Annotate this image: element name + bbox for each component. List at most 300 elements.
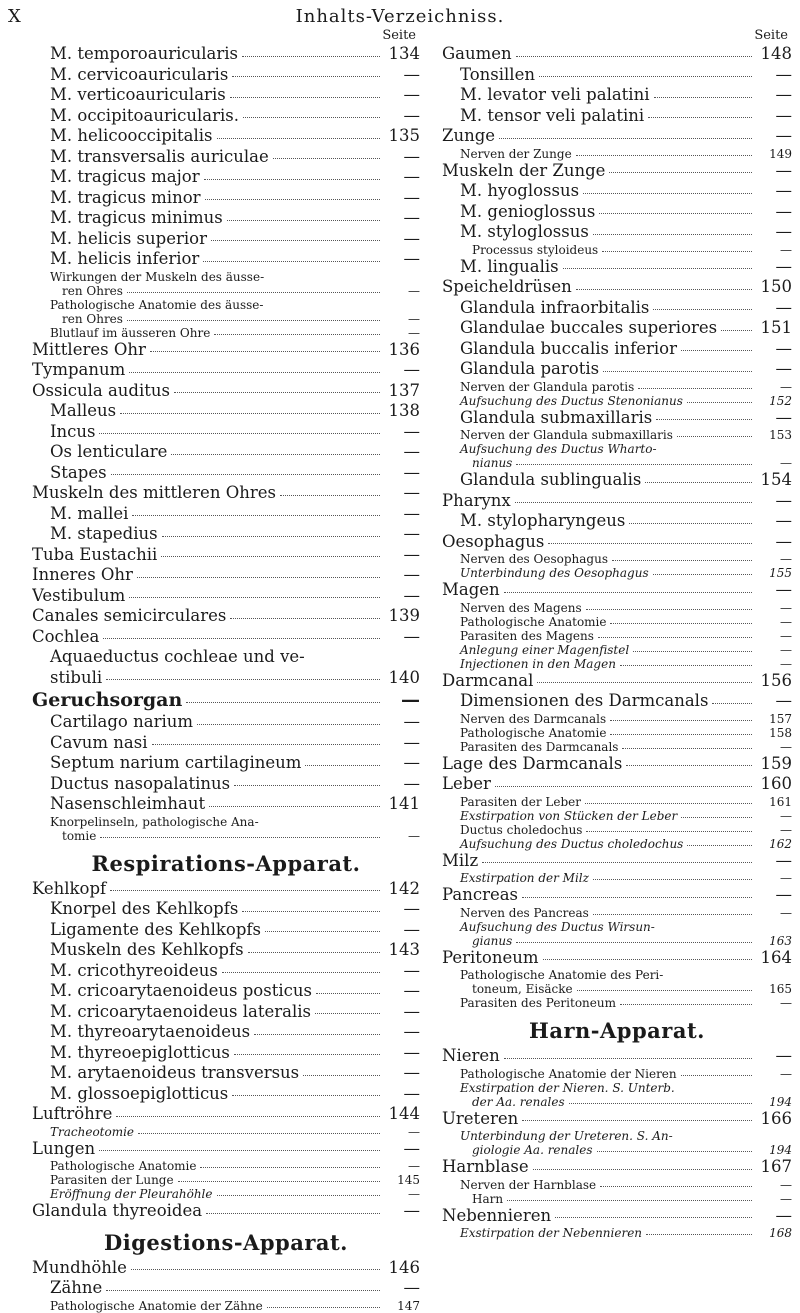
- dot-leader: [610, 726, 752, 735]
- index-entry: [442, 871, 792, 885]
- entry-label: Geruchsorgan: [32, 689, 183, 711]
- entry-page-number: —: [403, 773, 420, 793]
- entry-page-number: —: [775, 531, 792, 551]
- index-entry: [442, 823, 792, 837]
- dot-leader: [622, 740, 752, 749]
- dot-leader: [677, 428, 752, 437]
- index-entry: [442, 222, 792, 243]
- entry-page-number: —: [403, 1201, 420, 1220]
- dot-leader: [161, 545, 380, 558]
- index-entry: [32, 284, 420, 298]
- dot-leader: [712, 691, 752, 704]
- index-entry: [442, 161, 792, 182]
- index-entry: [442, 106, 792, 127]
- dot-leader: [116, 1104, 380, 1117]
- entry-page-number: —: [780, 996, 792, 1010]
- index-entry: [32, 565, 420, 586]
- dot-leader: [162, 524, 380, 537]
- entry-page-number: —: [403, 228, 420, 248]
- dot-leader: [597, 1143, 752, 1152]
- entry-page-number: —: [775, 85, 792, 104]
- entry-page-number: —: [403, 1138, 420, 1158]
- dot-leader: [234, 774, 380, 787]
- entry-label: Aufsuchung des Ductus Wirsun-: [460, 919, 655, 934]
- entry-page-number: 154: [760, 470, 792, 489]
- entry-page-number: —: [780, 456, 792, 470]
- entry-label: Nerven der Harnblase: [460, 1177, 597, 1192]
- index-entry: [442, 1109, 792, 1130]
- running-head: [0, 6, 800, 28]
- entry-page-number: 138: [388, 401, 420, 420]
- section-heading: Respirations-Apparat.: [91, 850, 361, 876]
- index-entry: [442, 712, 792, 726]
- entry-page-number: 152: [769, 393, 792, 408]
- entry-label: Malleus: [50, 401, 117, 420]
- index-entry: [442, 408, 792, 429]
- index-entry: [32, 668, 420, 689]
- index-entry: [442, 643, 792, 657]
- entry-label: giologie Aa. renales: [472, 1143, 593, 1157]
- dot-leader: [206, 1201, 380, 1214]
- entry-page-number: —: [775, 126, 792, 145]
- index-entry: [32, 483, 420, 504]
- entry-label: Parasiten der Lunge: [50, 1173, 174, 1187]
- entry-page-number: —: [775, 1205, 792, 1225]
- dot-leader: [681, 339, 752, 352]
- entry-label: Parasiten des Peritoneum: [460, 996, 616, 1010]
- index-entry: [442, 885, 792, 906]
- entry-label: M. helicis inferior: [50, 249, 200, 268]
- index-entry: [442, 491, 792, 512]
- dot-leader: [681, 809, 752, 818]
- index-entry: [442, 580, 792, 601]
- dot-leader: [230, 85, 380, 98]
- dot-leader: [111, 463, 380, 476]
- entry-label: M. helicis superior: [50, 228, 207, 248]
- entry-label: M. arytaenoideus transversus: [50, 1063, 300, 1082]
- dot-leader: [315, 1002, 380, 1015]
- entry-page-number: 139: [388, 606, 420, 625]
- entry-page-number: —: [403, 919, 420, 939]
- entry-label: M. verticoauricularis: [50, 85, 226, 104]
- entry-page-number: 150: [760, 277, 792, 296]
- entry-page-number: —: [775, 181, 792, 200]
- index-entry: [442, 65, 792, 86]
- index-entry: [32, 422, 420, 443]
- dot-leader: [214, 326, 380, 335]
- index-entry: [32, 401, 420, 422]
- index-entry: [32, 147, 420, 168]
- index-entry: [32, 1278, 420, 1299]
- entry-label: Knorpel des Kehlkopfs: [50, 899, 239, 918]
- index-entry: [32, 712, 420, 733]
- entry-page-number: —: [780, 242, 792, 257]
- entry-label: Peritoneum: [442, 947, 539, 967]
- index-entry: [442, 906, 792, 920]
- dot-leader: [242, 899, 380, 912]
- index-entry: [32, 188, 420, 209]
- dot-leader: [200, 1159, 380, 1168]
- index-entry: [442, 257, 792, 278]
- index-entry: [442, 795, 792, 809]
- entry-label: Exstirpation der Nieren. S. Unterb.: [460, 1080, 675, 1095]
- entry-page-number: —: [775, 338, 792, 358]
- entry-page-number: 194: [769, 1143, 792, 1157]
- index-entry: [442, 740, 792, 754]
- dot-leader: [205, 188, 380, 201]
- dot-leader: [681, 1067, 752, 1076]
- entry-page-number: —: [775, 64, 792, 84]
- index-entry: [32, 879, 420, 900]
- index-entry: [32, 606, 420, 627]
- entry-page-number: —: [403, 565, 420, 584]
- index-entry: [32, 774, 420, 795]
- index-entry: [442, 243, 792, 257]
- index-entry: [32, 815, 420, 829]
- entry-label: Canales semicirculares: [32, 606, 227, 625]
- entry-label: Septum narium cartilagineum: [50, 753, 302, 772]
- entry-label: Parasiten der Leber: [460, 794, 581, 809]
- index-entry: [32, 1299, 420, 1313]
- index-entry: [32, 44, 420, 65]
- entry-page-number: 142: [388, 878, 420, 898]
- entry-label: Muskeln des mittleren Ohres: [32, 483, 276, 502]
- index-entry: [442, 968, 792, 982]
- entry-label: Vestibulum: [32, 585, 126, 605]
- entry-page-number: —: [403, 1063, 420, 1082]
- entry-label: Glandulae buccales superiores: [460, 318, 718, 337]
- dot-leader: [638, 380, 752, 389]
- entry-label: Tracheotomie: [50, 1124, 135, 1139]
- index-entry: [442, 126, 792, 147]
- dot-leader: [132, 504, 380, 517]
- index-entry: [442, 552, 792, 566]
- dot-leader: [248, 940, 380, 953]
- entry-page-number: —: [403, 442, 420, 461]
- entry-label: Ductus choledochus: [460, 822, 583, 837]
- entry-page-number: —: [775, 850, 792, 870]
- entry-label: Pathologische Anatomie des äusse-: [50, 297, 264, 312]
- dot-leader: [721, 318, 752, 331]
- entry-label: Zunge: [442, 126, 496, 145]
- index-entry: [442, 948, 792, 969]
- entry-label: Injectionen in den Magen: [460, 656, 616, 671]
- entry-page-number: —: [403, 85, 420, 104]
- dot-leader: [576, 277, 752, 290]
- dot-leader: [598, 629, 752, 638]
- index-entry: [32, 340, 420, 361]
- index-entry: [32, 381, 420, 402]
- entry-page-number: —: [775, 490, 792, 510]
- entry-page-number: —: [775, 691, 792, 710]
- seite-header: Seite: [754, 28, 788, 43]
- dot-leader: [129, 360, 380, 373]
- entry-page-number: —: [780, 656, 792, 671]
- dot-leader: [612, 552, 752, 561]
- dot-leader: [127, 312, 380, 321]
- entry-label: Aufsuchung des Ductus Stenonianus: [460, 393, 683, 408]
- entry-label: M. cricoarytaenoideus posticus: [50, 981, 312, 1000]
- entry-page-number: —: [775, 407, 792, 427]
- entry-label: Parasiten des Magens: [460, 628, 594, 643]
- entry-label: Magen: [442, 580, 500, 599]
- dot-leader: [539, 65, 752, 78]
- index-entry: [32, 733, 420, 754]
- entry-label: Inneres Ohr: [32, 565, 133, 584]
- seite-header: Seite: [382, 28, 416, 43]
- dot-leader: [265, 920, 380, 933]
- dot-leader: [522, 1109, 752, 1122]
- entry-page-number: —: [403, 626, 420, 646]
- dot-leader: [178, 1173, 380, 1182]
- entry-label: Pathologische Anatomie der Nieren: [460, 1066, 677, 1081]
- entry-page-number: —: [403, 187, 420, 207]
- index-entry: [32, 829, 420, 843]
- dot-leader: [593, 906, 752, 915]
- entry-page-number: 144: [388, 1104, 420, 1123]
- entry-page-number: —: [403, 421, 420, 441]
- dot-leader: [629, 511, 752, 524]
- entry-label: M. levator veli palatini: [460, 85, 650, 104]
- entry-label: tomie: [62, 828, 97, 843]
- index-entry: [442, 470, 792, 491]
- index-entry: [32, 106, 420, 127]
- index-entry: [32, 442, 420, 463]
- dot-leader: [204, 167, 380, 180]
- entry-label: ren Ohres: [62, 311, 123, 326]
- entry-label: M. glossoepiglotticus: [50, 1083, 229, 1103]
- dot-leader: [203, 249, 380, 262]
- dot-leader: [645, 470, 752, 483]
- index-entry: [442, 566, 792, 580]
- entry-page-number: —: [403, 981, 420, 1000]
- index-entry: [32, 1104, 420, 1125]
- entry-label: toneum, Eisäcke: [472, 982, 573, 996]
- index-entry: [32, 167, 420, 188]
- dot-leader: [267, 1299, 380, 1308]
- entry-label: Glandula infraorbitalis: [460, 297, 650, 317]
- index-entry: [32, 1125, 420, 1139]
- dot-leader: [576, 147, 752, 156]
- dot-leader: [600, 1178, 752, 1187]
- entry-label: Nerven des Oesophagus: [460, 552, 608, 566]
- entry-page-number: 141: [388, 794, 420, 813]
- index-entry: [442, 85, 792, 106]
- entry-page-number: —: [403, 899, 420, 918]
- dot-leader: [609, 161, 752, 174]
- dot-leader: [273, 147, 380, 160]
- index-entry: [442, 1143, 792, 1157]
- index-entry: [32, 312, 420, 326]
- entry-page-number: 134: [388, 44, 420, 63]
- index-entry: [32, 65, 420, 86]
- index-entry: [442, 359, 792, 380]
- entry-page-number: 194: [769, 1094, 792, 1109]
- entry-label: M. tragicus minor: [50, 187, 201, 207]
- dot-leader: [211, 229, 380, 242]
- dot-leader: [586, 601, 752, 610]
- entry-label: Mundhöhle: [32, 1257, 127, 1277]
- entry-page-number: —: [408, 1159, 420, 1173]
- entry-page-number: —: [403, 960, 420, 980]
- entry-label: Glandula submaxillaris: [460, 407, 653, 427]
- entry-label: Nerven des Magens: [460, 600, 582, 615]
- entry-page-number: —: [403, 585, 420, 605]
- index-entry: [32, 1201, 420, 1222]
- entry-page-number: —: [780, 808, 792, 823]
- entry-page-number: 168: [769, 1226, 792, 1240]
- entry-page-number: —: [403, 732, 420, 752]
- entry-label: Eröffnung der Pleurahöhle: [50, 1187, 213, 1201]
- entry-page-number: —: [403, 524, 420, 543]
- index-entry: [442, 1178, 792, 1192]
- entry-label: Nerven der Glandula submaxillaris: [460, 428, 673, 442]
- index-entry: [442, 339, 792, 360]
- entry-label: Pharynx: [442, 490, 511, 510]
- index-entry: [442, 147, 792, 161]
- entry-label: M. mallei: [50, 503, 129, 523]
- entry-page-number: 149: [769, 146, 792, 161]
- index-entry: [442, 774, 792, 795]
- entry-label: Pancreas: [442, 885, 519, 904]
- index-entry: [442, 1157, 792, 1178]
- dot-leader: [610, 712, 752, 721]
- entry-label: Gaumen: [442, 44, 512, 63]
- entry-page-number: —: [403, 64, 420, 84]
- dot-leader: [522, 885, 752, 898]
- dot-leader: [217, 1187, 381, 1196]
- entry-page-number: —: [775, 1046, 792, 1065]
- entry-page-number: —: [780, 614, 792, 629]
- entry-label: Ureteren: [442, 1108, 519, 1128]
- entry-page-number: 167: [760, 1157, 792, 1176]
- entry-page-number: —: [403, 1001, 420, 1021]
- dot-leader: [593, 222, 752, 235]
- entry-page-number: —: [780, 552, 792, 566]
- entry-label: Tonsillen: [460, 64, 535, 84]
- entry-label: Dimensionen des Darmcanals: [460, 691, 709, 710]
- entry-label: stibuli: [50, 667, 103, 687]
- entry-label: Stapes: [50, 462, 107, 482]
- entry-page-number: —: [408, 311, 420, 326]
- entry-label: Nieren: [442, 1046, 500, 1065]
- entry-page-number: —: [403, 544, 420, 564]
- entry-page-number: —: [408, 1124, 420, 1139]
- entry-label: Milz: [442, 850, 479, 870]
- dot-leader: [656, 408, 752, 421]
- entry-page-number: 155: [769, 566, 792, 580]
- entry-page-number: —: [775, 256, 792, 276]
- entry-label: Anlegung einer Magenfistel: [460, 642, 630, 657]
- entry-label: M. genioglossus: [460, 201, 596, 221]
- dot-leader: [653, 298, 752, 311]
- entry-page-number: 163: [769, 933, 792, 948]
- dot-leader: [106, 668, 380, 681]
- dot-leader: [603, 359, 752, 372]
- index-entry: [442, 532, 792, 553]
- dot-leader: [495, 774, 752, 787]
- index-entry: [442, 809, 792, 823]
- entry-label: Ossicula auditus: [32, 380, 170, 400]
- dot-leader: [626, 754, 752, 767]
- entry-page-number: —: [775, 885, 792, 904]
- dot-leader: [577, 982, 752, 991]
- index-entry: [442, 1226, 792, 1240]
- entry-page-number: —: [780, 871, 792, 885]
- index-entry: [442, 1067, 792, 1081]
- entry-page-number: —: [780, 905, 792, 920]
- index-entry: [442, 726, 792, 740]
- index-entry: [442, 318, 792, 339]
- dot-leader: [131, 1258, 380, 1271]
- dot-leader: [280, 483, 380, 496]
- dot-leader: [303, 1063, 380, 1076]
- index-entry: [32, 753, 420, 774]
- entry-label: Pathologische Anatomie: [460, 725, 607, 740]
- section-heading: Harn-Apparat.: [529, 1018, 705, 1043]
- index-entry: [32, 586, 420, 607]
- index-entry: [32, 1043, 420, 1064]
- dot-leader: [633, 643, 752, 652]
- index-entry: [32, 463, 420, 484]
- entry-list-left: [32, 44, 420, 1313]
- entry-page-number: 159: [760, 753, 792, 773]
- index-entry: [32, 794, 420, 815]
- dot-leader: [533, 1157, 752, 1170]
- entry-page-number: 157: [769, 711, 792, 726]
- index-entry: [442, 380, 792, 394]
- entry-label: ren Ohres: [62, 283, 123, 298]
- entry-page-number: —: [403, 105, 420, 125]
- entry-label: Cartilago narium: [50, 712, 194, 731]
- dot-leader: [137, 565, 380, 578]
- index-entry: [442, 629, 792, 643]
- entry-label: M. stapedius: [50, 524, 158, 543]
- entry-label: Lage des Darmcanals: [442, 753, 623, 773]
- dot-leader: [100, 829, 380, 838]
- entry-label: Muskeln der Zunge: [442, 160, 606, 180]
- dot-leader: [110, 879, 380, 892]
- entry-label: M. stylopharyngeus: [460, 511, 626, 530]
- entry-page-number: —: [780, 1066, 792, 1081]
- entry-label: Oesophagus: [442, 531, 545, 551]
- entry-label: Os lenticulare: [50, 442, 168, 461]
- dot-leader: [516, 456, 752, 465]
- entry-page-number: 162: [769, 836, 792, 851]
- entry-label: Harn: [472, 1191, 504, 1206]
- index-entry: [32, 899, 420, 920]
- dot-leader: [583, 181, 752, 194]
- dot-leader: [653, 566, 752, 575]
- index-entry: [442, 442, 792, 456]
- entry-page-number: 136: [388, 339, 420, 359]
- entry-page-number: —: [780, 628, 792, 643]
- index-entry: [442, 1046, 792, 1067]
- entry-page-number: —: [775, 201, 792, 221]
- section-heading: Digestions-Apparat.: [104, 1229, 348, 1255]
- entry-label: Harnblase: [442, 1157, 529, 1176]
- index-entry: [32, 126, 420, 147]
- dot-leader: [648, 106, 752, 119]
- entry-page-number: —: [780, 1191, 792, 1206]
- index-entry: [442, 1206, 792, 1227]
- entry-label: Muskeln des Kehlkopfs: [50, 940, 244, 959]
- entry-page-number: —: [403, 208, 420, 227]
- entry-page-number: —: [403, 1022, 420, 1041]
- dot-leader: [586, 823, 752, 832]
- entry-page-number: —: [775, 160, 792, 180]
- index-entry: [32, 270, 420, 284]
